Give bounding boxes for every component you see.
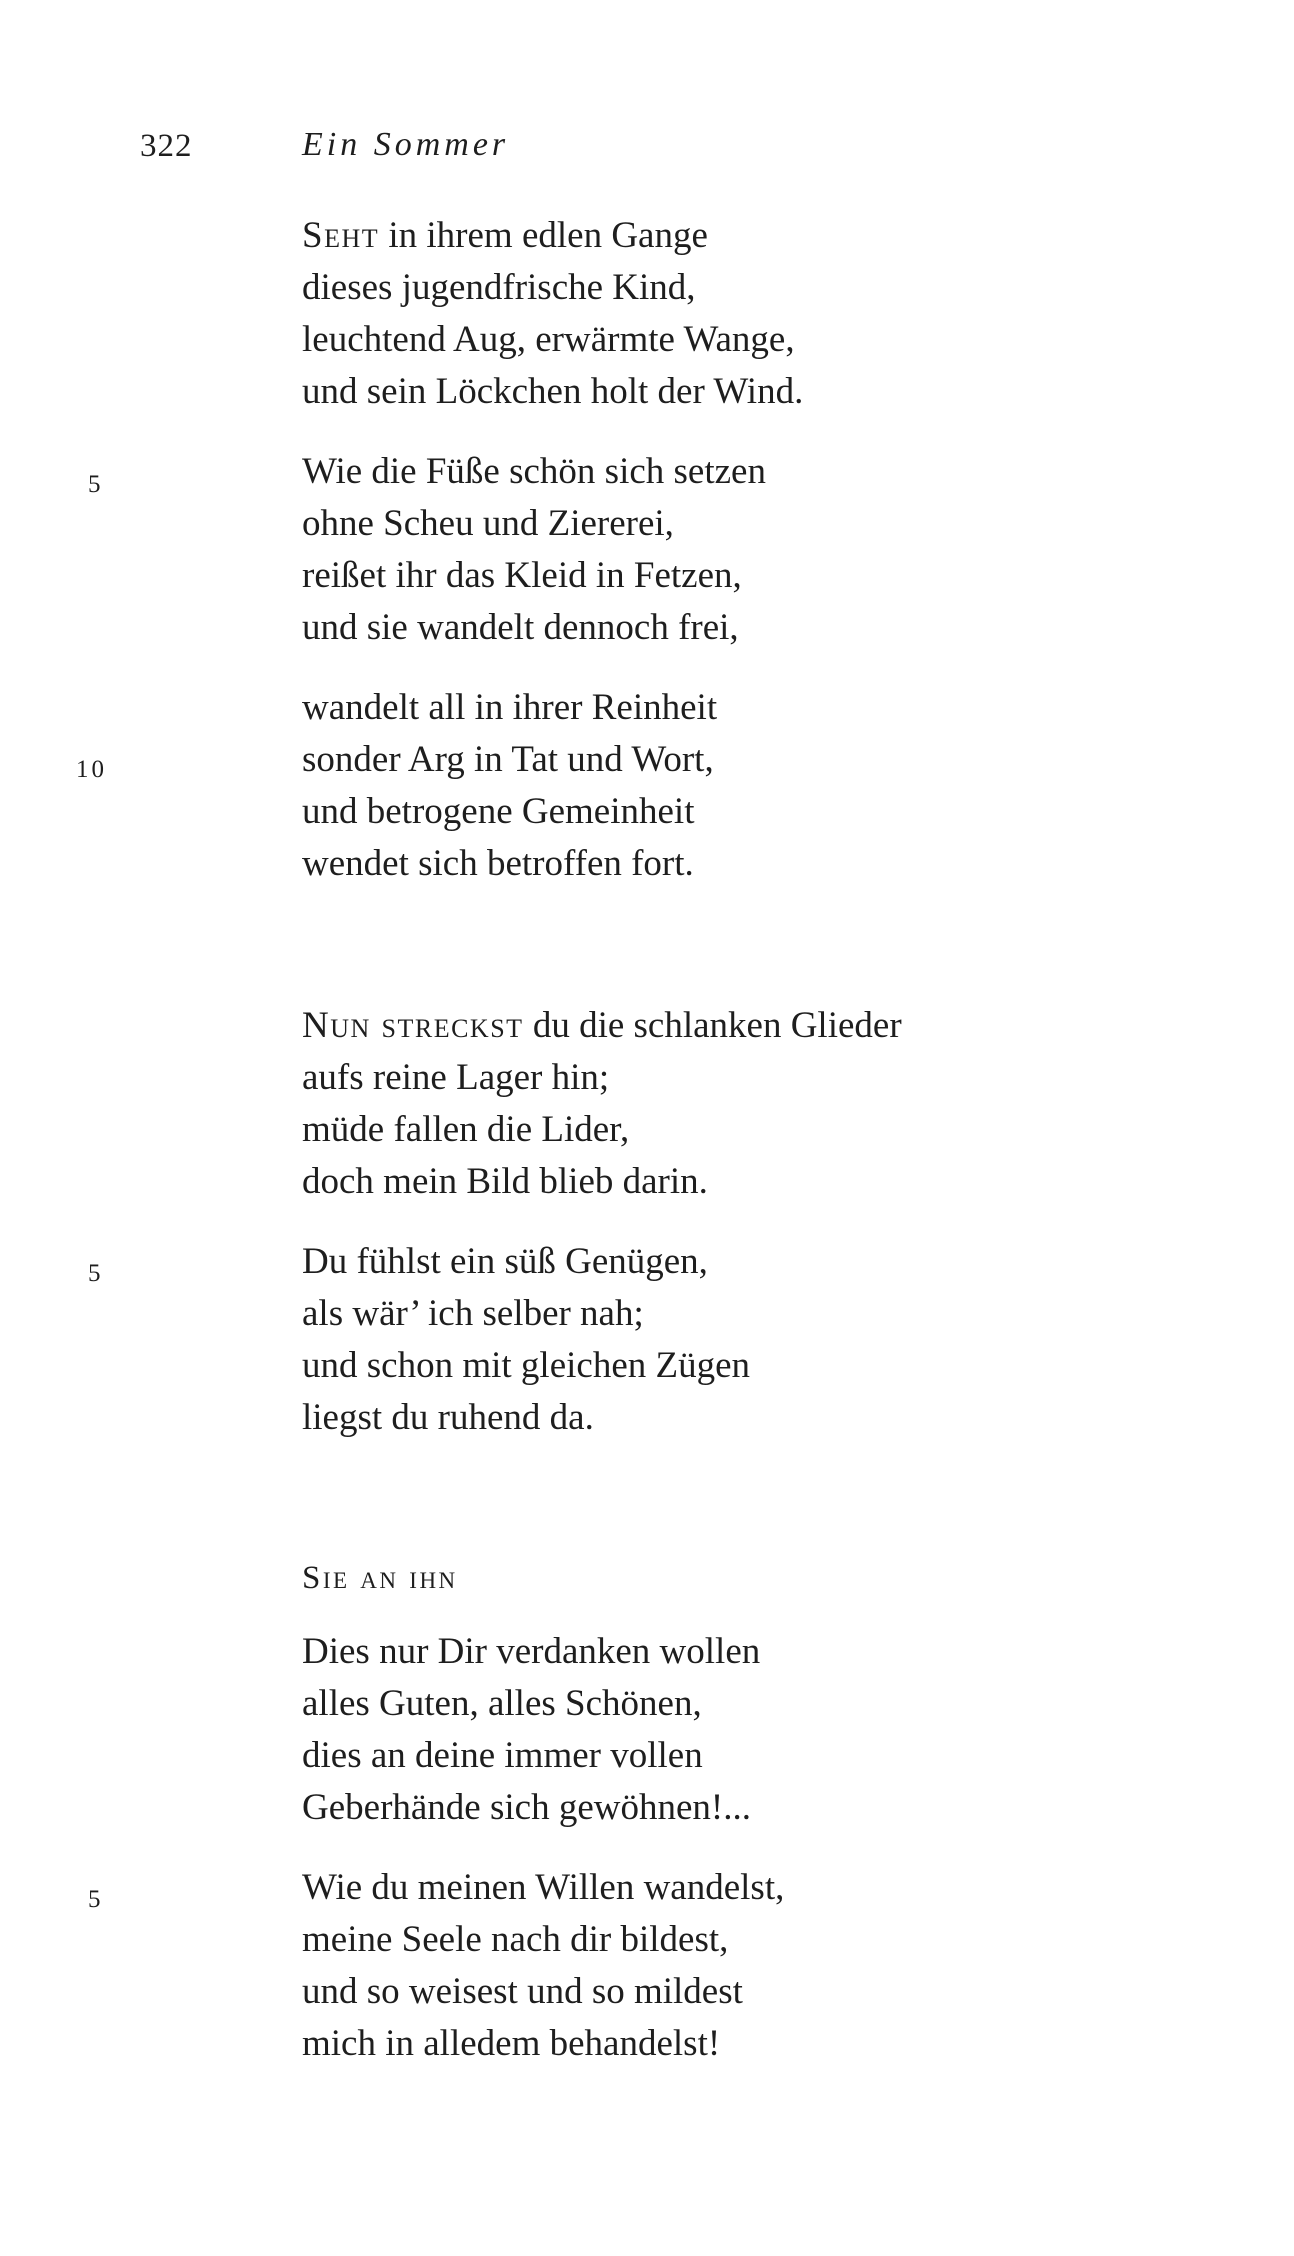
line-number: 10 [76,756,107,783]
poem-line: doch mein Bild blieb darin. [302,1161,708,1202]
poem-line: leuchtend Aug, erwärmte Wange, [302,319,795,360]
poem-line: als wär’ ich selber nah; [302,1293,644,1334]
poem-line: Du fühlst ein süß Genügen, [302,1241,708,1282]
poem-line: Wie du meinen Willen wandelst, [302,1867,785,1908]
line-number: 5 [88,1260,104,1287]
poem-line: wandelt all in ihrer Reinheit [302,687,718,728]
poem-line: und betrogene Gemeinheit [302,791,695,832]
poem-line: Wie die Füße schön sich setzen [302,451,766,492]
poem-line: müde fallen die Lider, [302,1109,630,1150]
poem-line: und schon mit gleichen Zügen [302,1345,751,1386]
poem-lead-words: Nun streckst [302,1005,524,1046]
poem-line: Nun streckst du die schlanken Glieder [302,1005,902,1046]
poem-title: Sie an ihn [302,1560,458,1596]
poem-line: und sein Löckchen holt der Wind. [302,371,804,412]
poem-line: dieses jugendfrische Kind, [302,267,696,308]
poem-line: meine Seele nach dir bildest, [302,1919,729,1960]
line-number: 5 [88,471,104,498]
poem-line: liegst du ruhend da. [302,1397,594,1438]
poem-line: und sie wandelt dennoch frei, [302,607,739,648]
poem-line: dies an deine immer vollen [302,1735,703,1776]
poem-line: alles Guten, alles Schönen, [302,1683,702,1724]
poem-line: ohne Scheu und Ziererei, [302,503,674,544]
poem-lead-words: Seht [302,215,380,256]
poem-line: sonder Arg in Tat und Wort, [302,739,714,780]
poem-line: wendet sich betroffen fort. [302,843,694,884]
poem-line: reißet ihr das Kleid in Fetzen, [302,555,742,596]
poem-line: mich in alledem behandelst! [302,2023,721,2064]
line-number: 5 [88,1886,104,1913]
poem-line: Dies nur Dir verdanken wollen [302,1631,761,1672]
poem-line: Seht in ihrem edlen Gange [302,215,708,256]
poem-line: Geberhände sich gewöhnen!... [302,1787,751,1828]
running-title: Ein Sommer [302,126,510,163]
poem-line: aufs reine Lager hin; [302,1057,610,1098]
poem-line: und so weisest und so mildest [302,1971,743,2012]
page-number: 322 [140,128,193,164]
